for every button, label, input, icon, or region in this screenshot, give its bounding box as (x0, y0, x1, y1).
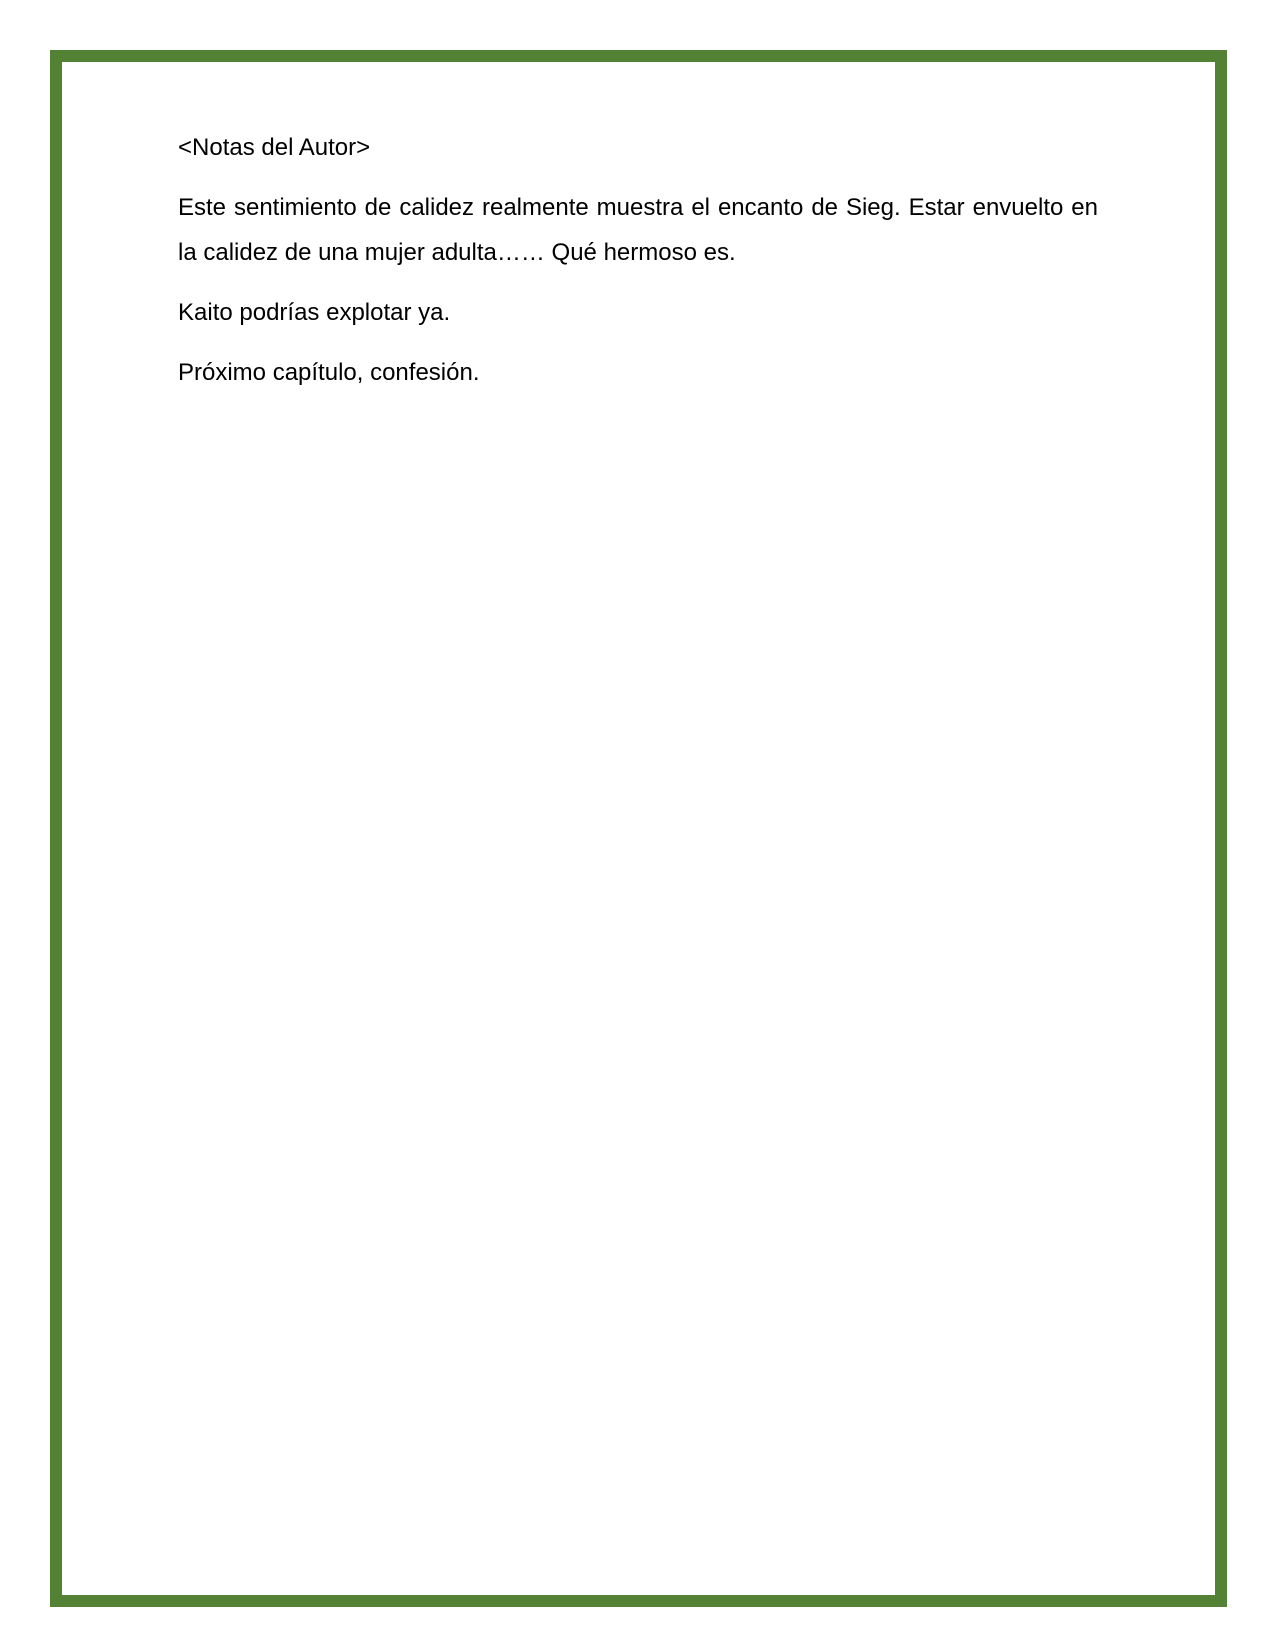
paragraph-next-chapter: Próximo capítulo, confesión. (178, 359, 480, 386)
paragraph-kaito: Kaito podrías explotar ya. (178, 299, 451, 326)
author-notes-heading: <Notas del Autor> (178, 134, 371, 161)
author-notes-section (178, 125, 1098, 410)
paragraph-warmth: Este sentimiento de calidez realmente muestra el encanto de Sieg. Estar envuelto en la calidez de una mujer adulta…… Qué hermoso es. (178, 194, 1098, 266)
